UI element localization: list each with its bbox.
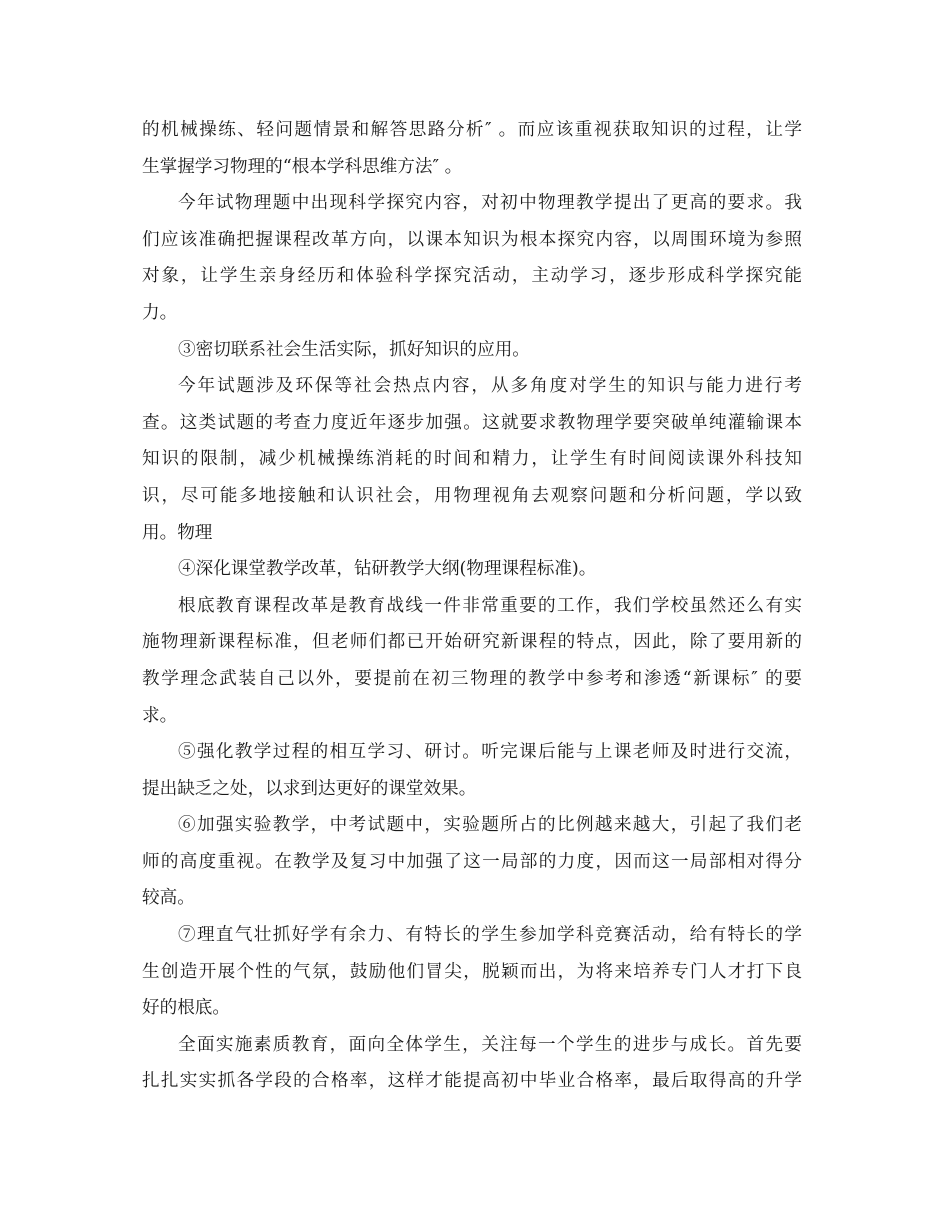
text-line: 对象，让学生亲身经历和体验科学探究活动，主动学习，逐步形成科学探究能 bbox=[142, 266, 802, 287]
paragraph-9 bbox=[142, 917, 802, 1027]
text-line: ④深化课堂教学改革，钻研教学大纲(物理课程标准)。 bbox=[178, 559, 597, 580]
text-line: ⑦理直气壮抓好学有余力、有特长的学生参加学科竞赛活动，给有特长的学 bbox=[178, 925, 802, 946]
text-line: ③密切联系社会生活实际，抓好知识的应用。 bbox=[178, 339, 530, 360]
text-line: 生掌握学习物理的“根本学科思维方法″ 。 bbox=[142, 156, 463, 177]
text-line: 施物理新课程标准，但老师们都已开始研究新课程的特点，因此，除了要用新的 bbox=[142, 632, 802, 653]
text-line: 生创造开展个性的气氛，鼓励他们冒尖，脱颖而出，为将来培养专门人才打下良 bbox=[142, 961, 802, 982]
text-line: 们应该准确把握课程改革方向，以课本知识为根本探究内容，以周围环境为参照 bbox=[142, 229, 802, 250]
text-line: 今年试题涉及环保等社会热点内容，从多角度对学生的知识与能力进行考 bbox=[178, 376, 802, 397]
text-line: ⑤强化教学过程的相互学习、研讨。听完课后能与上课老师及时进行交流， bbox=[178, 742, 802, 763]
text-line: 全面实施素质教育，面向全体学生，关注每一个学生的进步与成长。首先要 bbox=[178, 1034, 802, 1055]
text-line: 师的高度重视。在教学及复习中加强了这一局部的力度，因而这一局部相对得分 bbox=[142, 851, 802, 872]
text-line: 教学理念武装自己以外，要提前在初三物理的教学中参考和渗透“新课标″ 的要 bbox=[142, 668, 802, 689]
paragraph-3 bbox=[142, 332, 802, 369]
paragraph-10 bbox=[142, 1027, 802, 1100]
text-line: 力。 bbox=[142, 302, 178, 323]
paragraph-5 bbox=[142, 551, 802, 588]
paragraph-1 bbox=[142, 112, 802, 185]
paragraph-2 bbox=[142, 185, 802, 331]
document-body bbox=[142, 112, 802, 1100]
text-line: 好的根底。 bbox=[142, 998, 230, 1019]
paragraph-8 bbox=[142, 807, 802, 917]
text-line: 较高。 bbox=[142, 888, 195, 909]
text-line: 根底教育课程改革是教育战线一件非常重要的工作，我们学校虽然还么有实 bbox=[178, 595, 802, 616]
text-line: 知识的限制，减少机械操练消耗的时间和精力，让学生有时间阅读课外科技知 bbox=[142, 449, 802, 470]
text-line: 查。这类试题的考查力度近年逐步加强。这就要求教物理学要突破单纯灌输课本 bbox=[142, 412, 802, 433]
paragraph-4 bbox=[142, 368, 802, 551]
text-line: 识，尽可能多地接触和认识社会，用物理视角去观察问题和分析问题，学以致 bbox=[142, 485, 802, 506]
text-line: 的机械操练、轻问题情景和解答思路分析″ 。而应该重视获取知识的过程，让学 bbox=[142, 120, 802, 140]
text-line: 提出缺乏之处，以求到达更好的课堂效果。 bbox=[142, 778, 477, 799]
text-line: ⑥加强实验教学，中考试题中，实验题所占的比例越来越大，引起了我们老 bbox=[178, 815, 802, 836]
text-line: 求。 bbox=[142, 705, 178, 726]
paragraph-7 bbox=[142, 734, 802, 807]
text-line: 用。物理 bbox=[142, 522, 213, 543]
text-line: 扎扎实实抓各学段的合格率，这样才能提高初中毕业合格率，最后取得高的升学 bbox=[142, 1071, 802, 1092]
text-line: 今年试物理题中出现科学探究内容，对初中物理教学提出了更高的要求。我 bbox=[178, 193, 802, 214]
paragraph-6 bbox=[142, 588, 802, 734]
